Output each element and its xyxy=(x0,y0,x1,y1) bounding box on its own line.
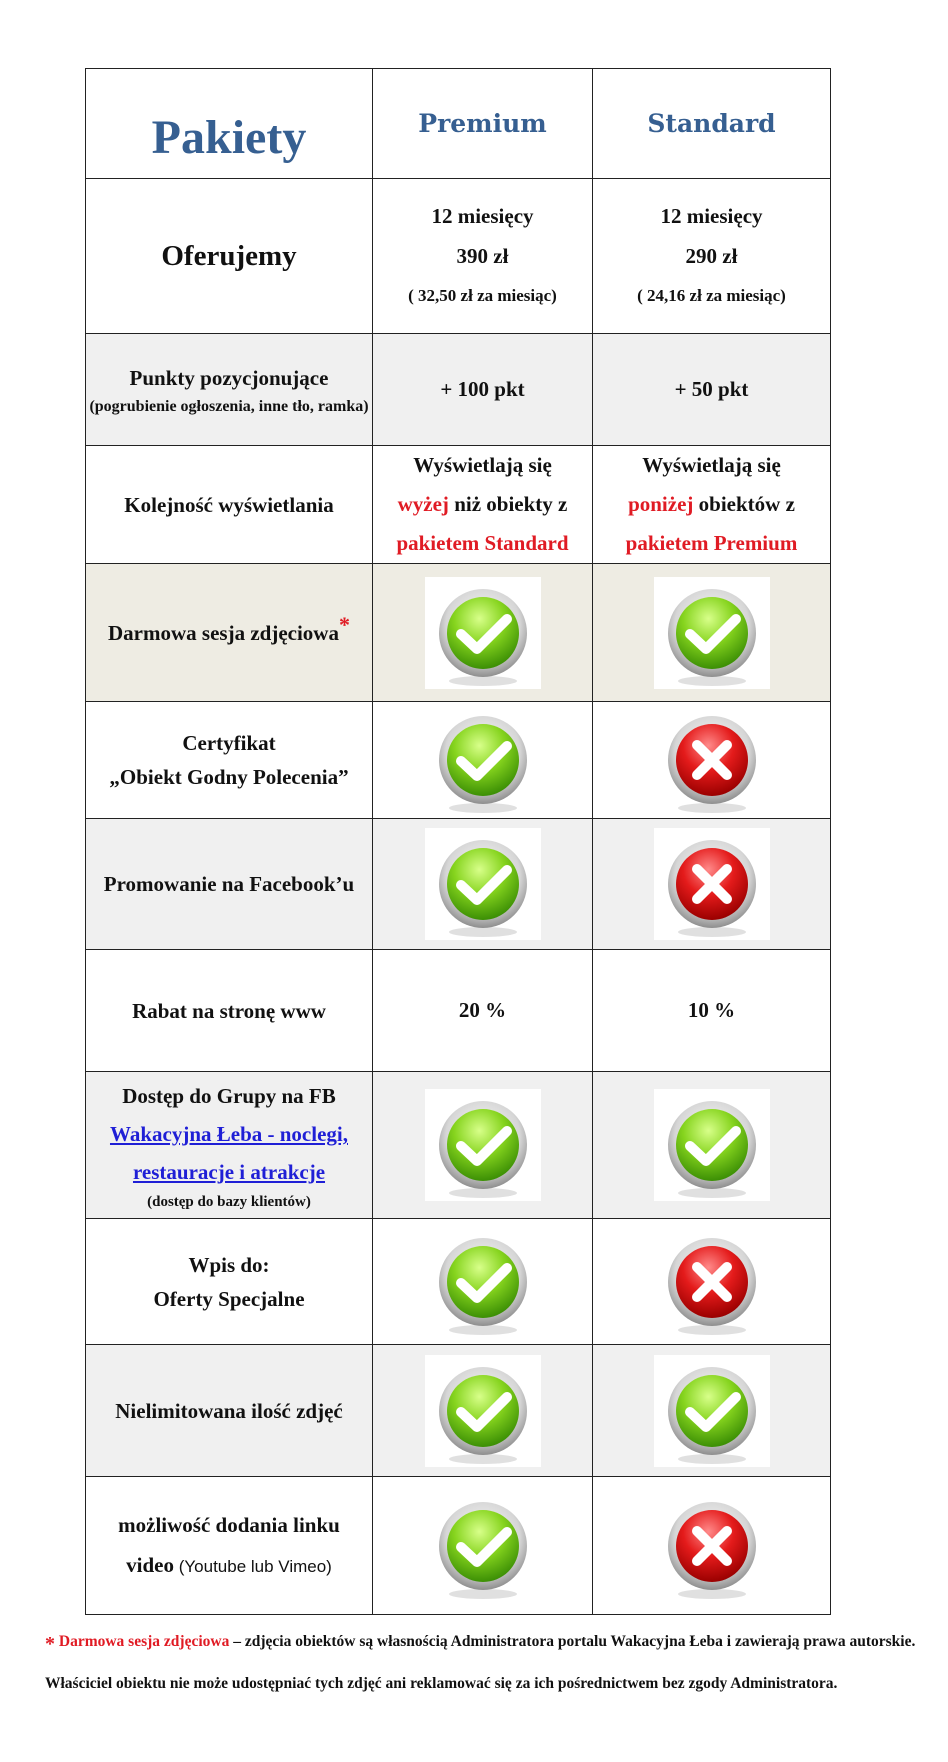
fb-group-link[interactable] xyxy=(86,1115,372,1191)
check-icon xyxy=(425,828,541,940)
premium-facebook-promo xyxy=(373,819,593,950)
standard-special-offers xyxy=(593,1219,831,1345)
check-icon xyxy=(654,1355,770,1467)
special-offers-line2: Oferty Specjalne xyxy=(153,1286,305,1311)
standard-discount: 10 % xyxy=(593,950,831,1072)
premium-video-link xyxy=(373,1477,593,1615)
premium-order-rest: niż obiekty z xyxy=(448,492,568,516)
special-offers-row xyxy=(86,1219,831,1345)
premium-period: 12 miesięcy xyxy=(431,204,534,228)
offer-label: Oferujemy xyxy=(86,179,373,334)
standard-order-line3: pakietem Premium xyxy=(625,531,798,555)
standard-fb-group xyxy=(593,1072,831,1219)
standard-certificate xyxy=(593,702,831,819)
check-icon xyxy=(425,704,541,816)
premium-order-line2 xyxy=(373,485,592,524)
photo-session-label: Darmowa sesja zdjęciowa xyxy=(108,620,339,645)
check-icon xyxy=(425,1089,541,1201)
standard-price: 290 zł xyxy=(685,244,738,268)
video-link-label-cell xyxy=(86,1477,373,1615)
check-icon xyxy=(425,1490,541,1602)
premium-order-cell xyxy=(373,446,593,564)
check-icon xyxy=(425,1226,541,1338)
video-link-line2: video xyxy=(126,1552,174,1577)
standard-points: + 50 pkt xyxy=(593,334,831,446)
certificate-line2: „Obiekt Godny Polecenia” xyxy=(109,765,349,789)
certificate-line1: Certyfikat xyxy=(182,731,276,755)
standard-order-highlight: poniżej xyxy=(628,492,694,516)
footnote-asterisk: * xyxy=(45,1633,55,1655)
certificate-label-cell xyxy=(86,702,373,819)
order-row xyxy=(86,446,831,564)
standard-order-line2 xyxy=(593,485,830,524)
fb-group-label-cell xyxy=(86,1072,373,1219)
offer-row xyxy=(86,179,831,334)
premium-price-cell xyxy=(373,179,593,334)
certificate-row xyxy=(86,702,831,819)
premium-photo-session xyxy=(373,564,593,702)
video-link-line2-wrap xyxy=(86,1545,372,1587)
standard-order-rest: obiektów z xyxy=(693,492,795,516)
fb-group-sub: (dostęp do bazy klientów) xyxy=(147,1194,311,1210)
cross-icon xyxy=(654,704,770,816)
standard-order-cell xyxy=(593,446,831,564)
premium-certificate xyxy=(373,702,593,819)
standard-price-cell xyxy=(593,179,831,334)
standard-facebook-promo xyxy=(593,819,831,950)
page-title: Pakiety xyxy=(86,69,373,179)
standard-photo-session xyxy=(593,564,831,702)
footnote-highlight: Darmowa sesja zdjęciowa xyxy=(58,1633,230,1650)
points-label-cell xyxy=(86,334,373,446)
standard-unlimited-photos xyxy=(593,1345,831,1477)
standard-per-month: ( 24,16 zł za miesiąc) xyxy=(637,286,786,305)
special-offers-label-cell xyxy=(86,1219,373,1345)
check-icon xyxy=(654,577,770,689)
video-link-platforms: (Youtube lub Vimeo) xyxy=(174,1556,332,1576)
video-link-row xyxy=(86,1477,831,1615)
premium-price: 390 zł xyxy=(456,244,509,268)
facebook-promo-row xyxy=(86,819,831,950)
cross-icon xyxy=(654,828,770,940)
video-link-line1: możliwość dodania linku xyxy=(118,1512,340,1537)
cross-icon xyxy=(654,1490,770,1602)
fb-group-link-line1[interactable]: Wakacyjna Łeba - noclegi, xyxy=(109,1122,348,1146)
discount-row xyxy=(86,950,831,1072)
premium-fb-group xyxy=(373,1072,593,1219)
footnote-line1 xyxy=(45,1633,915,1656)
special-offers-line1: Wpis do: xyxy=(188,1252,270,1277)
premium-per-month: ( 32,50 zł za miesiąc) xyxy=(408,286,557,305)
unlimited-photos-row xyxy=(86,1345,831,1477)
facebook-promo-label: Promowanie na Facebook’u xyxy=(86,819,373,950)
premium-order-line3: pakietem Standard xyxy=(396,531,569,555)
premium-special-offers xyxy=(373,1219,593,1345)
standard-video-link xyxy=(593,1477,831,1615)
check-icon xyxy=(425,577,541,689)
packages-table xyxy=(85,68,831,1615)
header-row xyxy=(86,69,831,179)
footnote-line2: Właściciel obiektu nie może udostępniać tych zdjęć ani reklamować się za ich pośrednictwem bez zgody Administratora. xyxy=(45,1675,838,1692)
cross-icon xyxy=(654,1226,770,1338)
discount-label: Rabat na stronę www xyxy=(86,950,373,1072)
premium-discount: 20 % xyxy=(373,950,593,1072)
premium-order-highlight: wyżej xyxy=(397,492,449,516)
points-row xyxy=(86,334,831,446)
standard-order-line1: Wyświetlają się xyxy=(642,453,781,477)
fb-group-line1: Dostęp do Grupy na FB xyxy=(122,1084,336,1108)
plan-standard-heading: Standard xyxy=(593,69,831,179)
photo-session-label-cell xyxy=(86,564,373,702)
standard-period: 12 miesięcy xyxy=(660,204,763,228)
footnote-text1: – zdjęcia obiektów są własnością Administratora portalu Wakacyjna Łeba i zawierają prawa autorskie. xyxy=(229,1633,916,1650)
fb-group-row xyxy=(86,1072,831,1219)
plan-premium-heading: Premium xyxy=(373,69,593,179)
unlimited-photos-label: Nielimitowana ilość zdjęć xyxy=(86,1345,373,1477)
fb-group-link-line2[interactable]: restauracje i atrakcje xyxy=(132,1160,326,1184)
points-label: Punkty pozycjonujące xyxy=(129,365,329,390)
check-icon xyxy=(425,1355,541,1467)
check-icon xyxy=(654,1089,770,1201)
premium-order-line1: Wyświetlają się xyxy=(413,453,552,477)
asterisk-mark: * xyxy=(338,611,350,637)
premium-points: + 100 pkt xyxy=(373,334,593,446)
photo-session-row xyxy=(86,564,831,702)
premium-unlimited-photos xyxy=(373,1345,593,1477)
points-sub: (pogrubienie ogłoszenia, inne tło, ramka) xyxy=(89,397,369,415)
order-label: Kolejność wyświetlania xyxy=(86,446,373,564)
